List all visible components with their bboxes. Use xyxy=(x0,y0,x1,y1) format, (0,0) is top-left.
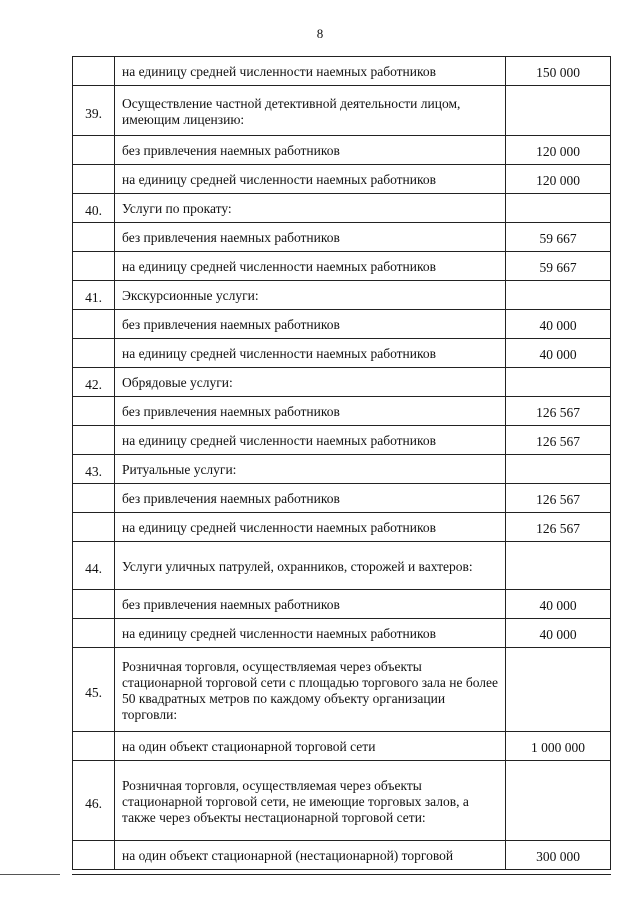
row-text: на единицу средней численности наемных работников xyxy=(115,252,506,281)
table-row xyxy=(73,223,611,252)
page-edge-line xyxy=(0,874,60,875)
row-text: на единицу средней численности наемных работников xyxy=(115,513,506,542)
row-number xyxy=(73,310,115,339)
row-number: 44. xyxy=(73,542,115,590)
row-value xyxy=(506,542,611,590)
row-value xyxy=(506,86,611,136)
table-row xyxy=(73,397,611,426)
row-number xyxy=(73,165,115,194)
row-text: Услуги уличных патрулей, охранников, сторожей и вахтеров: xyxy=(115,542,506,590)
row-text: без привлечения наемных работников xyxy=(115,136,506,165)
row-text: без привлечения наемных работников xyxy=(115,310,506,339)
row-text: на единицу средней численности наемных работников xyxy=(115,426,506,455)
row-value: 59 667 xyxy=(506,252,611,281)
row-text: Розничная торговля, осуществляемая через объекты стационарной торговой сети, не имеющие торговых залов, а также через объекты нестационарной торговой сети: xyxy=(115,761,506,841)
row-value: 40 000 xyxy=(506,590,611,619)
row-text: Розничная торговля, осуществляемая через объекты стационарной торговой сети с площадью торгового зала не более 50 квадратных метров по каждому объекту организации торговли: xyxy=(115,648,506,732)
table-row xyxy=(73,619,611,648)
table-row xyxy=(73,455,611,484)
row-number xyxy=(73,619,115,648)
row-number xyxy=(73,136,115,165)
row-text: без привлечения наемных работников xyxy=(115,223,506,252)
row-value: 120 000 xyxy=(506,136,611,165)
table-row xyxy=(73,513,611,542)
row-text: без привлечения наемных работников xyxy=(115,484,506,513)
bottom-divider xyxy=(72,874,611,875)
row-number: 40. xyxy=(73,194,115,223)
row-value xyxy=(506,761,611,841)
row-value xyxy=(506,368,611,397)
row-number: 46. xyxy=(73,761,115,841)
row-text: Обрядовые услуги: xyxy=(115,368,506,397)
row-text: Ритуальные услуги: xyxy=(115,455,506,484)
row-value: 126 567 xyxy=(506,484,611,513)
row-text: на один объект стационарной торговой сети xyxy=(115,732,506,761)
table-row xyxy=(73,732,611,761)
table-row xyxy=(73,165,611,194)
table-row xyxy=(73,136,611,165)
table-row xyxy=(73,542,611,590)
row-value: 40 000 xyxy=(506,339,611,368)
row-number: 43. xyxy=(73,455,115,484)
row-number xyxy=(73,57,115,86)
row-number xyxy=(73,484,115,513)
row-value: 300 000 xyxy=(506,841,611,870)
row-text: без привлечения наемных работников xyxy=(115,590,506,619)
row-number: 42. xyxy=(73,368,115,397)
row-value: 120 000 xyxy=(506,165,611,194)
row-value xyxy=(506,194,611,223)
table-row xyxy=(73,841,611,870)
table-row xyxy=(73,252,611,281)
table-row xyxy=(73,194,611,223)
row-value: 126 567 xyxy=(506,397,611,426)
row-number xyxy=(73,513,115,542)
row-value: 59 667 xyxy=(506,223,611,252)
row-value: 126 567 xyxy=(506,426,611,455)
row-number xyxy=(73,590,115,619)
row-number: 45. xyxy=(73,648,115,732)
row-text: без привлечения наемных работников xyxy=(115,397,506,426)
row-number xyxy=(73,339,115,368)
row-text: Услуги по прокату: xyxy=(115,194,506,223)
table-row xyxy=(73,426,611,455)
row-value: 150 000 xyxy=(506,57,611,86)
row-number xyxy=(73,732,115,761)
row-text: на единицу средней численности наемных работников xyxy=(115,619,506,648)
row-text: на единицу средней численности наемных работников xyxy=(115,165,506,194)
row-value xyxy=(506,281,611,310)
row-text: на один объект стационарной (нестационарной) торговой xyxy=(115,841,506,870)
row-text: на единицу средней численности наемных работников xyxy=(115,57,506,86)
row-number xyxy=(73,397,115,426)
page-number: 8 xyxy=(316,26,324,41)
table-row xyxy=(73,368,611,397)
row-value: 1 000 000 xyxy=(506,732,611,761)
table-row xyxy=(73,590,611,619)
row-number: 41. xyxy=(73,281,115,310)
table-row xyxy=(73,484,611,513)
table-row xyxy=(73,648,611,732)
row-value xyxy=(506,648,611,732)
row-number xyxy=(73,841,115,870)
table-row xyxy=(73,761,611,841)
row-value: 40 000 xyxy=(506,619,611,648)
row-number: 39. xyxy=(73,86,115,136)
tariff-table xyxy=(72,56,611,870)
row-number xyxy=(73,252,115,281)
table-row xyxy=(73,339,611,368)
table-row xyxy=(73,281,611,310)
row-value: 40 000 xyxy=(506,310,611,339)
row-number xyxy=(73,426,115,455)
row-text: на единицу средней численности наемных работников xyxy=(115,339,506,368)
table-row xyxy=(73,310,611,339)
table-row xyxy=(73,57,611,86)
row-text: Осуществление частной детективной деятельности лицом, имеющим лицензию: xyxy=(115,86,506,136)
row-value: 126 567 xyxy=(506,513,611,542)
row-text: Экскурсионные услуги: xyxy=(115,281,506,310)
table-row xyxy=(73,86,611,136)
row-value xyxy=(506,455,611,484)
row-number xyxy=(73,223,115,252)
